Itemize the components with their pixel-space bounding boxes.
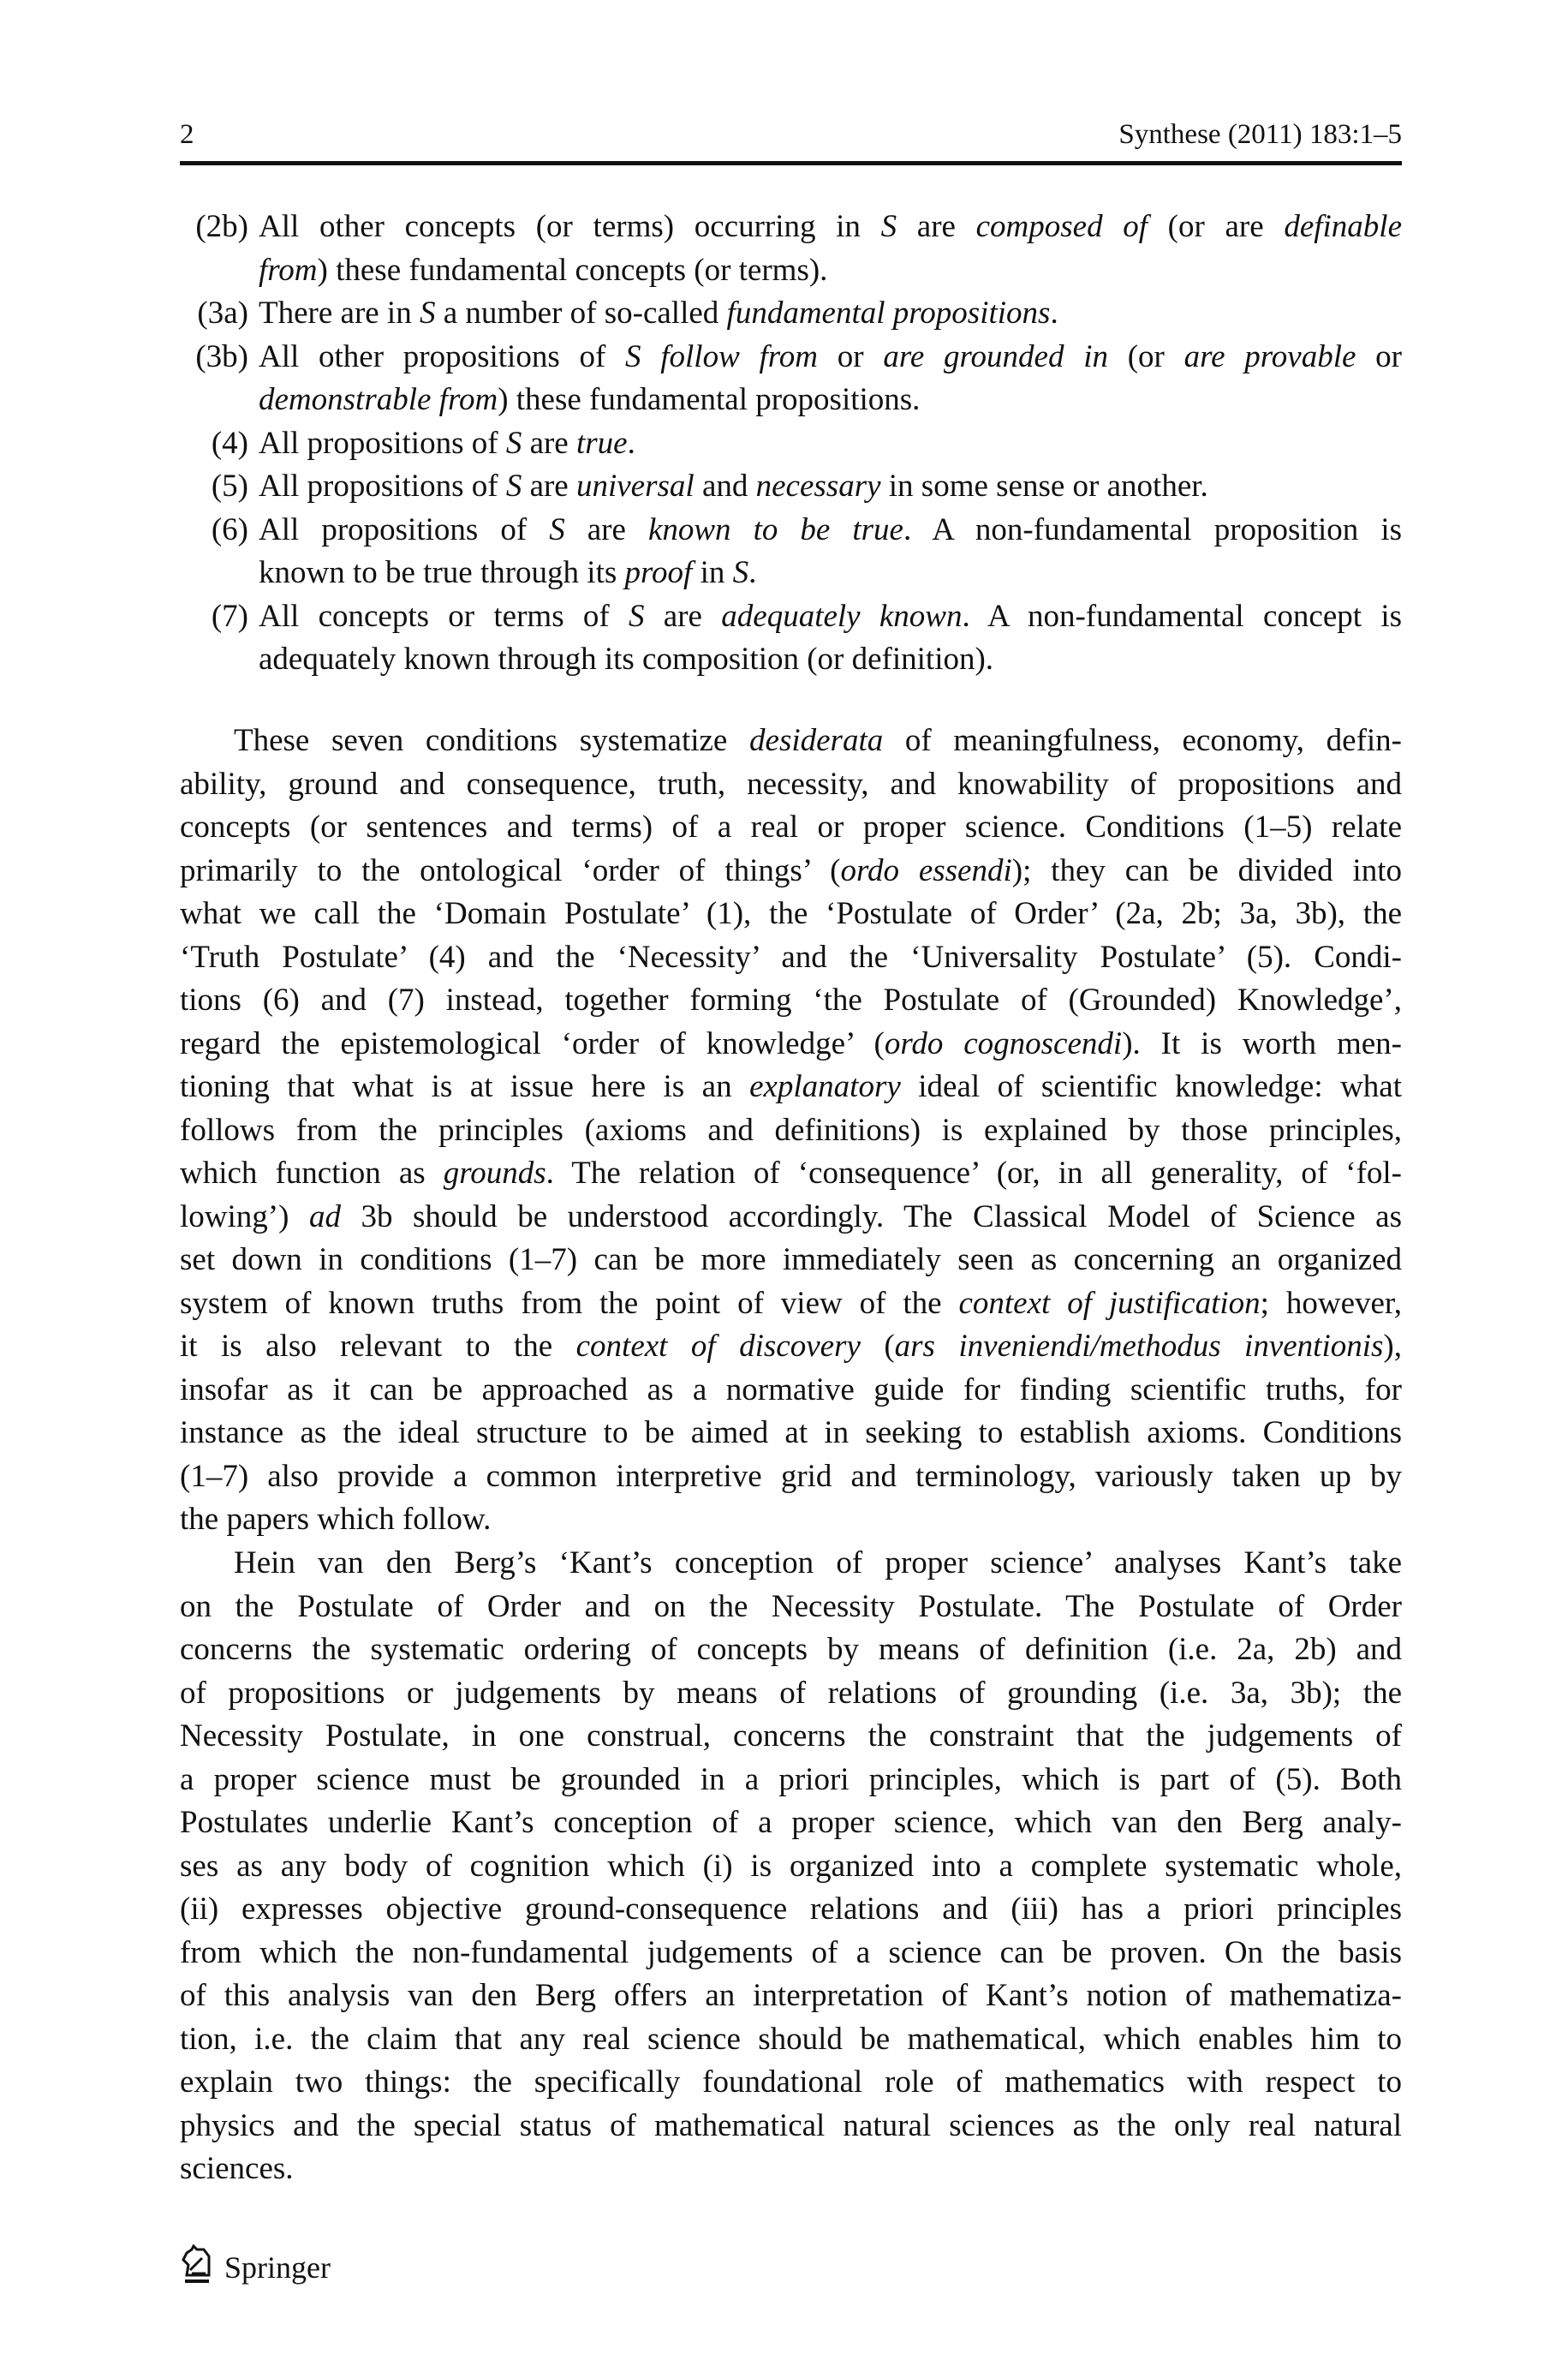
italic-run: S [505, 469, 522, 504]
text-run: All concepts or terms of [259, 598, 629, 634]
italic-run: fundamental propositions [726, 296, 1051, 331]
list-item-text [259, 206, 1402, 292]
text-run: are [522, 469, 576, 504]
list-item-text [259, 292, 1402, 336]
text-line [180, 1932, 1402, 1975]
italic-run: true [575, 425, 628, 461]
list-item-label: (5) [211, 469, 248, 504]
list-item-text [259, 422, 1402, 466]
text-run: adequately known through its composition (or definition). [259, 642, 994, 677]
text-line [180, 1455, 1402, 1499]
text-run: are [644, 598, 722, 634]
text-line [180, 1412, 1402, 1455]
italic-run: ad [308, 1198, 341, 1234]
text-run: set down in conditions (1–7) can be more immediately seen as concerning an organized [180, 1242, 1402, 1277]
text-run: it is also relevant to the [180, 1329, 576, 1364]
text-line [259, 292, 1402, 336]
list-item [180, 595, 1402, 682]
text-run: tioning that what is at issue here is an [180, 1069, 750, 1104]
text-run: which function as [180, 1156, 444, 1191]
text-run: ‘Truth Postulate’ (4) and the ‘Necessity’ and the ‘Universality Postulate’ (5). Condi- [180, 939, 1402, 975]
list-item [180, 336, 1402, 422]
text-run: are [897, 209, 976, 244]
publisher-name: Springer [224, 2250, 331, 2285]
text-line [259, 595, 1402, 639]
text-line [180, 1066, 1402, 1109]
text-line [180, 1282, 1402, 1326]
running-header-journal: Synthese (2011) 183:1–5 [1118, 119, 1402, 150]
text-line [180, 2018, 1402, 2062]
text-run: the papers which follow. [180, 1502, 492, 1537]
text-run: in some sense or another. [880, 469, 1208, 504]
italic-run: S [505, 425, 522, 461]
text-line [180, 763, 1402, 807]
text-run: All propositions of [259, 511, 550, 547]
italic-run: adequately known [721, 598, 963, 634]
list-item-text [259, 465, 1402, 509]
text-run: (ii) expresses objective ground-consequence relations and (iii) has a priori principles [180, 1891, 1402, 1927]
text-run: follows from the principles (axioms and definitions) is explained by those principles, [180, 1112, 1402, 1148]
text-line [180, 1845, 1402, 1889]
text-run: from which the non-fundamental judgements of a science can be proven. On the basis [180, 1934, 1402, 1970]
italic-run: S [629, 598, 645, 634]
text-run: (or [1107, 338, 1184, 374]
text-run: physics and the special status of mathematical natural sciences as the only real natural [180, 2107, 1402, 2143]
list-item [180, 292, 1402, 336]
text-run: on the Postulate of Order and on the Necessity Postulate. The Postulate of Order [180, 1588, 1402, 1624]
italic-run: are grounded in [883, 338, 1108, 374]
italic-run: context of justification [958, 1285, 1261, 1321]
text-line [180, 2105, 1402, 2148]
italic-run: context of discovery [575, 1329, 861, 1364]
text-run: of propositions or judgements by means of relations of grounding (i.e. 3a, 3b); the [180, 1675, 1402, 1711]
text-run: (1–7) also provide a common interpretive grid and terminology, variously taken up by [180, 1458, 1402, 1494]
text-run: ) these fundamental propositions. [498, 382, 921, 417]
italic-run: grounds [443, 1156, 546, 1191]
text-run: what we call the ‘Domain Postulate’ (1), the ‘Postulate of Order’ (2a, 2b; 3a, 3b), the [180, 896, 1402, 931]
text-line [259, 206, 1402, 249]
text-run: explain two things: the specifically foundational role of mathematics with respect to [180, 2064, 1402, 2100]
paragraph [180, 720, 1402, 1542]
text-run: of this analysis van den Berg offers an interpretation of Kant’s notion of mathematiza- [180, 1978, 1402, 2013]
text-line [180, 1628, 1402, 1672]
text-line [180, 979, 1402, 1023]
text-line [180, 2148, 1402, 2191]
text-run: ), [1383, 1329, 1402, 1364]
list-item [180, 206, 1402, 292]
text-line [259, 552, 1402, 595]
text-run: . [1050, 296, 1058, 331]
text-run: . [748, 555, 757, 590]
italic-run: are provable [1183, 338, 1356, 374]
text-run: or [1356, 338, 1402, 374]
text-run: a number of so-called [435, 296, 727, 331]
italic-run: proof [624, 555, 693, 590]
text-run: lowing’) [180, 1198, 309, 1234]
italic-run: desiderata [749, 723, 884, 758]
header-rule [180, 161, 1402, 165]
list-item-label: (3a) [197, 296, 248, 331]
text-run: tions (6) and (7) instead, together forming ‘the Postulate of (Grounded) Knowledge’, [180, 983, 1402, 1018]
text-run: regard the epistemological ‘order of knowledge’ ( [180, 1025, 885, 1061]
text-run: Necessity Postulate, in one construal, concerns the constraint that the judgements of [180, 1718, 1402, 1754]
list-item-label: (4) [211, 425, 248, 461]
italic-run: explanatory [749, 1069, 901, 1104]
italic-run: known to be true [647, 511, 903, 547]
text-line [180, 1888, 1402, 1932]
italic-run: ordo essendi [840, 852, 1012, 888]
text-run: are [522, 425, 576, 461]
text-run: . A non-fundamental concept is [962, 598, 1402, 634]
text-run: . A non-fundamental proposition is [903, 511, 1403, 547]
text-run: ses as any body of cognition which (i) is organized into a complete systematic whole, [180, 1848, 1402, 1884]
text-line [180, 1759, 1402, 1802]
page-number: 2 [180, 119, 194, 150]
text-run: ideal of scientific knowledge: what [900, 1069, 1402, 1104]
text-line [180, 1672, 1402, 1716]
text-line [259, 249, 1402, 293]
text-run: Hein van den Berg’s ‘Kant’s conception of proper science’ analyses Kant’s take [234, 1545, 1402, 1580]
italic-run: S [549, 511, 565, 547]
text-run: All other propositions of [259, 338, 626, 374]
text-line [259, 336, 1402, 379]
springer-knight-logo-icon [180, 2244, 214, 2290]
list-item-label: (6) [211, 511, 248, 547]
text-run: primarily to the ontological ‘order of things’ ( [180, 852, 841, 888]
text-line [180, 720, 1402, 763]
text-line [180, 1152, 1402, 1196]
text-line [180, 1715, 1402, 1759]
text-run: or [818, 338, 884, 374]
italic-run: ars inveniendi/methodus inventionis [894, 1329, 1384, 1364]
text-run: All propositions of [259, 469, 506, 504]
list-item-label: (2b) [195, 209, 248, 244]
text-run: instance as the ideal structure to be aimed at in seeking to establish axioms. Conditions [180, 1415, 1402, 1450]
list-item-label: (3b) [195, 338, 248, 374]
text-run: concepts (or sentences and terms) of a real or proper science. Conditions (1–5) relate [180, 810, 1402, 845]
text-run: tion, i.e. the claim that any real science should be mathematical, which enables him to [180, 2021, 1402, 2057]
italic-run: necessary [755, 469, 881, 504]
text-line [180, 1325, 1402, 1369]
text-line [259, 638, 1402, 682]
conditions-list [180, 206, 1402, 682]
italic-run: S [732, 555, 749, 590]
text-run: system of known truths from the point of view of the [180, 1285, 959, 1321]
text-run: of meaningfulness, economy, defin- [883, 723, 1402, 758]
italic-run: S follow from [625, 338, 819, 374]
text-line [259, 509, 1402, 553]
text-line [180, 1542, 1402, 1586]
text-line [180, 1023, 1402, 1067]
text-line [180, 1498, 1402, 1542]
text-run: Postulates underlie Kant’s conception of a proper science, which van den Berg analy- [180, 1805, 1402, 1840]
text-run: These seven conditions systematize [234, 723, 750, 758]
text-run: . The relation of ‘consequence’ (or, in all generality, of ‘fol- [546, 1156, 1402, 1191]
list-item-text [259, 336, 1402, 422]
italic-run: ordo cognoscendi [884, 1025, 1123, 1061]
text-run: (or are [1148, 209, 1285, 244]
text-run: are [564, 511, 648, 547]
text-line [259, 379, 1402, 422]
italic-run: from [259, 252, 318, 288]
text-line [180, 1196, 1402, 1240]
text-run: in [692, 555, 733, 590]
list-item-text [259, 595, 1402, 682]
text-run: a proper science must be grounded in a priori principles, which is part of (5). Both [180, 1761, 1402, 1797]
text-line [180, 1369, 1402, 1413]
list-item [180, 509, 1402, 595]
text-line [180, 850, 1402, 893]
text-line [259, 465, 1402, 509]
text-run: known to be true through its [259, 555, 625, 590]
list-item-text [259, 509, 1402, 595]
text-run: ); they can be divided into [1011, 852, 1402, 888]
list-item [180, 465, 1402, 509]
text-run: . [627, 425, 635, 461]
text-line [180, 806, 1402, 850]
text-run: There are in [259, 296, 420, 331]
text-line [259, 422, 1402, 466]
text-run: 3b should be understood accordingly. The Classical Model of Science as [340, 1198, 1402, 1234]
text-run: sciences. [180, 2151, 294, 2186]
list-item-label: (7) [211, 598, 248, 634]
list-item [180, 422, 1402, 466]
text-line [180, 936, 1402, 980]
publisher-footer [180, 2244, 331, 2290]
text-line [180, 1586, 1402, 1629]
paragraph [180, 1542, 1402, 2191]
text-line [180, 2061, 1402, 2105]
text-run: All other concepts (or terms) occurring in [259, 209, 881, 244]
text-run: concerns the systematic ordering of concepts by means of definition (i.e. 2a, 2b) and [180, 1632, 1402, 1667]
italic-run: universal [575, 469, 695, 504]
text-run: ) these fundamental concepts (or terms). [317, 252, 828, 288]
italic-run: composed of [975, 209, 1148, 244]
text-run: ; however, [1260, 1285, 1403, 1321]
text-run: insofar as it can be approached as a normative guide for finding scientific truths, for [180, 1371, 1402, 1407]
italic-run: definable [1284, 209, 1402, 244]
text-run: ). It is worth men- [1122, 1025, 1402, 1061]
text-run: All propositions of [259, 425, 506, 461]
text-run: ability, ground and consequence, truth, necessity, and knowability of propositions and [180, 766, 1402, 802]
text-run: and [694, 469, 756, 504]
text-line [180, 1801, 1402, 1845]
text-line [180, 1109, 1402, 1153]
text-line [180, 893, 1402, 936]
text-run: ( [860, 1329, 895, 1364]
text-line [180, 1975, 1402, 2018]
italic-run: S [880, 209, 897, 244]
italic-run: demonstrable from [259, 382, 498, 417]
text-line [180, 1239, 1402, 1282]
italic-run: S [419, 296, 436, 331]
